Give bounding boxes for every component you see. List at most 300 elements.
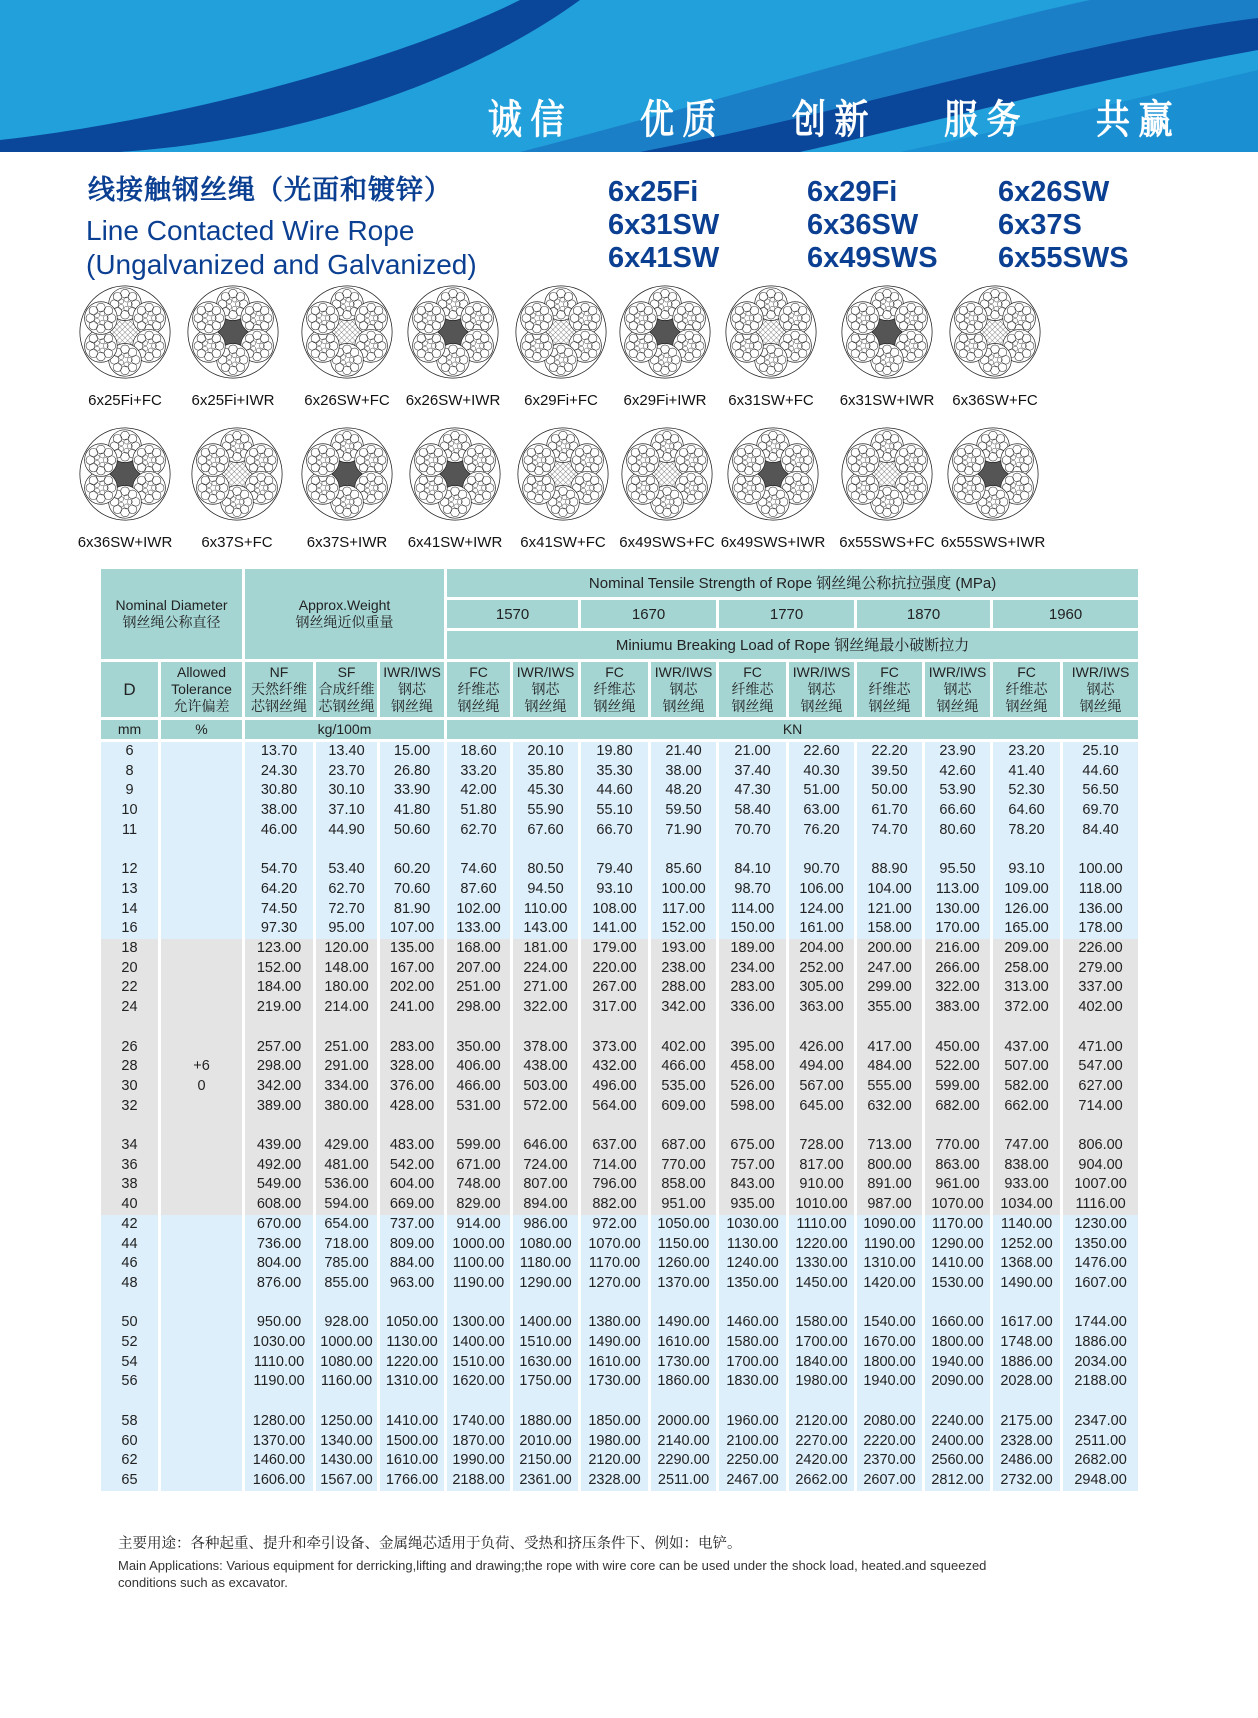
- header-text: FC: [605, 664, 624, 680]
- header-grade: 1770: [718, 599, 856, 630]
- table-cell: 79.40: [596, 861, 633, 878]
- rope-type: 6x25Fi: [608, 176, 699, 208]
- table-cell: 202.00: [389, 979, 435, 996]
- table-cell: 2370.00: [863, 1452, 916, 1469]
- table-cell: 1567.00: [320, 1471, 373, 1488]
- header-text: 钢芯: [943, 681, 972, 697]
- table-cell: 66.70: [596, 821, 633, 838]
- table-cell: 2120.00: [795, 1412, 848, 1429]
- table-cell: 74.60: [460, 861, 497, 878]
- value-column: [512, 741, 580, 940]
- rope-diagram-label: 6x55SWS+IWR: [940, 534, 1046, 551]
- value-column: [379, 939, 446, 1215]
- table-cell: 1990.00: [452, 1452, 505, 1469]
- diameter-value: 38: [121, 1176, 138, 1193]
- table-cell: 26.80: [393, 762, 431, 779]
- table-cell: 549.00: [256, 1176, 302, 1193]
- table-cell: 70.70: [734, 821, 771, 838]
- table-cell: 152.00: [661, 920, 706, 937]
- header-text: 钢丝绳: [800, 698, 843, 714]
- table-cell: 179.00: [592, 940, 637, 957]
- header-text: FC: [880, 664, 899, 680]
- table-cell: 2100.00: [726, 1432, 779, 1449]
- table-cell: 363.00: [799, 999, 844, 1016]
- table-cell: 13.40: [328, 743, 365, 759]
- table-cell: 224.00: [523, 959, 568, 976]
- header-grade: 1870: [856, 599, 992, 630]
- table-cell: 251.00: [456, 979, 501, 996]
- table-cell: 133.00: [456, 920, 501, 937]
- rope-diagram: [70, 424, 180, 551]
- table-cell: 2420.00: [795, 1452, 848, 1469]
- table-cell: 654.00: [324, 1215, 369, 1232]
- table-cell: 858.00: [661, 1176, 706, 1193]
- table-cell: 1190.00: [863, 1235, 916, 1252]
- diameter-value: 16: [121, 920, 138, 937]
- rope-type: 6x26SW: [998, 176, 1110, 208]
- table-cell: 1430.00: [320, 1452, 373, 1469]
- applications-note: [118, 1532, 998, 1591]
- table-cell: 170.00: [935, 920, 980, 937]
- table-cell: 1007.00: [1074, 1176, 1127, 1193]
- slogan-word: 优质: [640, 97, 725, 143]
- value-column: [650, 1215, 718, 1491]
- table-cell: 547.00: [1078, 1058, 1123, 1075]
- table-cell: 372.00: [1004, 999, 1049, 1016]
- table-cell: 342.00: [661, 999, 706, 1016]
- table-cell: 1090.00: [863, 1215, 916, 1232]
- table-cell: 466.00: [661, 1058, 706, 1075]
- table-cell: 432.00: [592, 1058, 637, 1075]
- diameter-column: [100, 1215, 160, 1491]
- table-cell: 2270.00: [795, 1432, 848, 1449]
- table-cell: 1750.00: [519, 1373, 572, 1390]
- table-cell: 241.00: [389, 999, 435, 1016]
- table-cell: 1607.00: [1074, 1274, 1127, 1291]
- table-cell: 148.00: [324, 959, 369, 976]
- table-cell: 1000.00: [320, 1334, 373, 1351]
- table-cell: 184.00: [256, 979, 302, 996]
- diameter-value: 48: [121, 1274, 138, 1291]
- table-cell: 1034.00: [1000, 1196, 1053, 1213]
- table-cell: 1530.00: [931, 1274, 984, 1291]
- table-cell: 70.60: [393, 880, 431, 897]
- table-cell: 117.00: [661, 900, 706, 917]
- table-cell: 216.00: [935, 940, 980, 957]
- table-cell: 48.20: [665, 782, 702, 799]
- diameter-column: [100, 939, 160, 1215]
- table-cell: 809.00: [389, 1235, 435, 1252]
- table-cell: 94.50: [527, 880, 564, 897]
- header-sf: [315, 661, 379, 719]
- table-cell: 337.00: [1078, 979, 1123, 996]
- table-cell: 599.00: [935, 1077, 980, 1094]
- table-cell: 71.90: [665, 821, 702, 838]
- table-cell: 52.30: [1008, 782, 1045, 799]
- table-cell: 85.60: [665, 861, 702, 878]
- table-cell: 62.70: [328, 880, 365, 897]
- value-column: [315, 939, 379, 1215]
- rope-diagram: [70, 282, 180, 409]
- table-cell: 891.00: [867, 1176, 912, 1193]
- table-cell: 426.00: [799, 1038, 844, 1055]
- table-cell: 1030.00: [726, 1215, 779, 1232]
- diameter-value: 28: [121, 1058, 138, 1075]
- table-cell: 59.50: [665, 802, 702, 819]
- table-cell: 178.00: [1078, 920, 1123, 937]
- table-cell: 1170.00: [588, 1255, 641, 1272]
- table-cell: 986.00: [523, 1215, 568, 1232]
- tolerance-cell: [160, 741, 244, 940]
- table-section: [100, 1215, 1140, 1491]
- table-cell: 1310.00: [385, 1373, 439, 1390]
- header-text: NF: [269, 664, 289, 680]
- table-cell: 1310.00: [863, 1255, 916, 1272]
- table-cell: 951.00: [661, 1196, 706, 1213]
- table-cell: 935.00: [730, 1196, 775, 1213]
- table-cell: 1180.00: [519, 1255, 572, 1272]
- table-cell: 1700.00: [726, 1353, 779, 1370]
- table-cell: 21.40: [665, 743, 702, 759]
- table-cell: 1476.00: [1074, 1255, 1127, 1272]
- table-cell: 2240.00: [931, 1412, 984, 1429]
- table-cell: 687.00: [661, 1137, 706, 1154]
- table-cell: 24.30: [260, 762, 298, 779]
- header-text: FC: [743, 664, 762, 680]
- table-cell: 84.40: [1082, 821, 1119, 838]
- table-cell: 1110.00: [253, 1353, 305, 1370]
- header-iwr: [1062, 661, 1140, 719]
- rope-diagram: [716, 282, 826, 409]
- table-cell: 373.00: [592, 1038, 637, 1055]
- table-cell: 251.00: [324, 1038, 369, 1055]
- table-cell: 972.00: [592, 1215, 637, 1232]
- rope-type: 6x55SWS: [998, 242, 1129, 274]
- table-cell: 402.00: [661, 1038, 706, 1055]
- table-cell: 671.00: [456, 1156, 501, 1173]
- table-cell: 804.00: [256, 1255, 302, 1272]
- table-cell: 450.00: [935, 1038, 980, 1055]
- table-cell: 770.00: [661, 1156, 706, 1173]
- table-cell: 64.60: [1008, 802, 1045, 819]
- table-cell: 298.00: [456, 999, 501, 1016]
- rope-diagram-label: 6x29Fi+FC: [524, 392, 598, 409]
- table-cell: 61.70: [871, 802, 908, 819]
- table-cell: 44.60: [596, 782, 633, 799]
- table-cell: 39.50: [871, 762, 908, 779]
- value-column: [580, 939, 650, 1215]
- table-cell: 380.00: [324, 1097, 369, 1114]
- table-cell: 2662.00: [795, 1471, 848, 1488]
- table-cell: 1610.00: [657, 1334, 710, 1351]
- table-cell: 108.00: [592, 900, 637, 917]
- table-cell: 843.00: [730, 1176, 775, 1193]
- table-cell: 1190.00: [253, 1373, 305, 1390]
- table-cell: 928.00: [324, 1314, 369, 1331]
- table-cell: 855.00: [324, 1274, 369, 1291]
- table-cell: 428.00: [389, 1097, 435, 1114]
- rope-cross-section-icon: [839, 424, 935, 524]
- table-cell: 80.50: [527, 861, 564, 878]
- table-cell: 100.00: [1078, 861, 1123, 878]
- rope-cross-section-icon: [515, 424, 611, 524]
- diameter-value: 6: [125, 743, 134, 759]
- table-cell: 724.00: [523, 1156, 568, 1173]
- table-cell: 1220.00: [385, 1353, 439, 1370]
- table-cell: 395.00: [730, 1038, 775, 1055]
- table-cell: 1660.00: [931, 1314, 984, 1331]
- table-cell: 1830.00: [726, 1373, 779, 1390]
- table-cell: 19.80: [596, 743, 633, 759]
- table-cell: 914.00: [456, 1215, 501, 1232]
- table-cell: 267.00: [592, 979, 637, 996]
- rope-diagram: [612, 424, 722, 551]
- table-cell: 23.90: [939, 743, 976, 759]
- table-cell: 1500.00: [385, 1432, 439, 1449]
- table-cell: 669.00: [389, 1196, 435, 1213]
- rope-diagram-label: 6x31SW+IWR: [839, 392, 935, 409]
- table-cell: 123.00: [256, 940, 302, 957]
- table-cell: 1940.00: [931, 1353, 984, 1370]
- title-english: [86, 214, 477, 282]
- header-text: Allowed: [176, 664, 227, 680]
- header-tensile-strength: Nominal Tensile Strength of Rope 钢丝绳公称抗拉强度 (MPa): [446, 568, 1140, 599]
- table-cell: 124.00: [799, 900, 844, 917]
- table-cell: 383.00: [935, 999, 980, 1016]
- table-cell: 90.70: [803, 861, 840, 878]
- header-text: 纤维芯: [457, 681, 500, 697]
- table-cell: 800.00: [867, 1156, 912, 1173]
- rope-diagram: [938, 424, 1048, 551]
- rope-diagram: [292, 424, 402, 551]
- table-cell: 1940.00: [863, 1373, 916, 1390]
- table-cell: 56.50: [1082, 782, 1119, 799]
- diameter-column: [100, 741, 160, 940]
- rope-diagram-label: 6x37S+FC: [201, 534, 273, 551]
- table-cell: 1380.00: [588, 1314, 641, 1331]
- table-cell: 214.00: [324, 999, 369, 1016]
- table-cell: 599.00: [456, 1137, 501, 1154]
- header-grade: 1670: [580, 599, 718, 630]
- header-text: 钢丝绳: [1079, 698, 1122, 714]
- table-cell: 645.00: [799, 1097, 844, 1114]
- table-cell: 41.80: [393, 802, 431, 819]
- rope-type: 6x31SW: [608, 209, 720, 241]
- diameter-value: 36: [121, 1156, 138, 1173]
- table-cell: 2175.00: [1000, 1412, 1053, 1429]
- diameter-value: 32: [121, 1097, 138, 1114]
- table-cell: 1670.00: [863, 1334, 916, 1351]
- table-cell: 158.00: [867, 920, 912, 937]
- table-cell: 987.00: [867, 1196, 912, 1213]
- value-column: [512, 1215, 580, 1491]
- table-cell: 44.90: [328, 821, 365, 838]
- table-cell: 81.90: [393, 900, 431, 917]
- diameter-value: 56: [121, 1373, 138, 1390]
- table-cell: 42.60: [939, 762, 976, 779]
- table-cell: 72.70: [328, 900, 365, 917]
- table-cell: 69.70: [1082, 802, 1119, 819]
- table-cell: 97.30: [260, 920, 298, 937]
- header-text: Nominal Diameter: [115, 597, 228, 613]
- table-cell: 152.00: [256, 959, 302, 976]
- table-cell: 107.00: [389, 920, 435, 937]
- rope-diagram-label: 6x29Fi+IWR: [623, 392, 707, 409]
- table-cell: 466.00: [456, 1077, 501, 1094]
- table-cell: 1490.00: [657, 1314, 710, 1331]
- table-cell: 437.00: [1004, 1038, 1049, 1055]
- table-cell: 1400.00: [452, 1334, 505, 1351]
- table-cell: 2250.00: [726, 1452, 779, 1469]
- table-cell: 389.00: [256, 1097, 302, 1114]
- table-cell: 2220.00: [863, 1432, 916, 1449]
- unit-kn: KN: [446, 719, 1140, 741]
- table-cell: 1850.00: [588, 1412, 641, 1429]
- diameter-value: 50: [121, 1314, 138, 1331]
- table-cell: 737.00: [389, 1215, 435, 1232]
- table-cell: 714.00: [1078, 1097, 1123, 1114]
- rope-cross-section-icon: [77, 282, 173, 382]
- header-text: 允许偏差: [173, 698, 230, 714]
- rope-diagram: [292, 282, 402, 409]
- table-cell: 219.00: [256, 999, 302, 1016]
- table-cell: 496.00: [592, 1077, 637, 1094]
- header-text: IWR/IWS: [928, 664, 987, 680]
- rope-cross-section-icon: [299, 424, 395, 524]
- unit-weight: kg/100m: [244, 719, 446, 741]
- slogan-word: 创新: [792, 97, 877, 143]
- table-cell: 283.00: [730, 979, 775, 996]
- table-cell: 78.20: [1008, 821, 1045, 838]
- table-cell: 1800.00: [931, 1334, 984, 1351]
- table-cell: 87.60: [460, 880, 497, 897]
- diameter-value: 14: [121, 900, 138, 917]
- header-text: 钢丝绳: [731, 698, 774, 714]
- table-cell: 80.60: [939, 821, 976, 838]
- table-cell: 334.00: [324, 1077, 369, 1094]
- table-cell: 44.60: [1082, 762, 1119, 779]
- table-cell: 168.00: [456, 940, 501, 957]
- table-cell: 1370.00: [657, 1274, 710, 1291]
- table-cell: 247.00: [867, 959, 912, 976]
- table-cell: 47.30: [734, 782, 771, 799]
- table-cell: 1340.00: [320, 1432, 373, 1449]
- table-cell: 113.00: [935, 880, 980, 897]
- header-text: 纤维芯: [593, 681, 636, 697]
- table-cell: 483.00: [389, 1137, 435, 1154]
- header-fc: [856, 661, 924, 719]
- table-cell: 2090.00: [931, 1373, 984, 1390]
- title-english-line: (Ungalvanized and Galvanized): [86, 249, 477, 280]
- table-cell: 492.00: [256, 1156, 302, 1173]
- table-cell: 1980.00: [795, 1373, 848, 1390]
- header-iwr: [512, 661, 580, 719]
- table-cell: 1490.00: [588, 1334, 641, 1351]
- rope-diagram: [398, 282, 508, 409]
- table-cell: 736.00: [256, 1235, 302, 1252]
- table-cell: 64.20: [260, 880, 298, 897]
- table-cell: 604.00: [389, 1176, 435, 1193]
- table-cell: 598.00: [730, 1097, 775, 1114]
- table-cell: 20.10: [527, 743, 564, 759]
- table-cell: 535.00: [661, 1077, 706, 1094]
- table-cell: 15.00: [393, 743, 431, 759]
- value-column: [856, 741, 924, 940]
- table-cell: 1450.00: [795, 1274, 848, 1291]
- slogan: [488, 88, 1196, 145]
- tolerance-cell: [160, 1215, 244, 1491]
- table-cell: 728.00: [799, 1137, 844, 1154]
- header-nf: [244, 661, 315, 719]
- table-cell: 714.00: [592, 1156, 637, 1173]
- header-text: D: [123, 680, 136, 699]
- diameter-value: 44: [121, 1235, 138, 1252]
- table-cell: 609.00: [661, 1097, 706, 1114]
- value-column: [446, 939, 512, 1215]
- table-cell: 2467.00: [726, 1471, 779, 1488]
- header-tolerance: [160, 661, 244, 719]
- rope-cross-section-icon: [513, 282, 609, 382]
- table-cell: 66.60: [939, 802, 976, 819]
- table-cell: 1300.00: [452, 1314, 505, 1331]
- table-cell: 863.00: [935, 1156, 980, 1173]
- value-column: [992, 1215, 1062, 1491]
- table-cell: 2347.00: [1074, 1412, 1127, 1429]
- table-cell: 829.00: [456, 1196, 501, 1213]
- spec-table: [98, 566, 1141, 1491]
- value-column: [446, 741, 512, 940]
- slogan-word: 诚信: [488, 97, 573, 143]
- header-text: IWR/IWS: [383, 664, 441, 680]
- header-text: 钢芯: [531, 681, 560, 697]
- table-cell: 336.00: [730, 999, 775, 1016]
- diameter-value: 62: [121, 1452, 138, 1469]
- value-column: [446, 1215, 512, 1491]
- header-fc: [992, 661, 1062, 719]
- table-cell: 1886.00: [1000, 1353, 1053, 1370]
- diameter-value: 60: [121, 1432, 138, 1449]
- table-cell: 718.00: [324, 1235, 369, 1252]
- table-cell: 817.00: [799, 1156, 844, 1173]
- table-cell: 305.00: [799, 979, 844, 996]
- table-cell: 102.00: [456, 900, 501, 917]
- table-cell: 1410.00: [385, 1412, 439, 1429]
- table-cell: 1170.00: [931, 1215, 984, 1232]
- table-cell: 45.30: [527, 782, 564, 799]
- table-cell: 536.00: [324, 1176, 369, 1193]
- table-cell: 1800.00: [863, 1353, 916, 1370]
- table-cell: 1886.00: [1074, 1334, 1127, 1351]
- table-cell: 961.00: [935, 1176, 980, 1193]
- table-cell: 1150.00: [657, 1235, 710, 1252]
- diameter-value: 9: [125, 782, 134, 799]
- table-cell: 682.00: [935, 1097, 980, 1114]
- applications-cn: 主要用途：各种起重、提升和牵引设备、金属绳芯适用于负荷、受热和挤压条件下、例如：电铲。: [118, 1536, 742, 1552]
- table-cell: 126.00: [1004, 900, 1049, 917]
- table-cell: 98.70: [734, 880, 771, 897]
- table-cell: 13.70: [260, 743, 298, 759]
- header-breaking-load: Miniumu Breaking Load of Rope 钢丝绳最小破断拉力: [446, 630, 1140, 661]
- header-text: IWR/IWS: [792, 664, 851, 680]
- rope-diagram: [832, 424, 942, 551]
- header-text: 合成纤维: [318, 681, 375, 697]
- table-cell: 33.20: [460, 762, 497, 779]
- table-cell: 322.00: [935, 979, 980, 996]
- table-cell: 608.00: [256, 1196, 302, 1213]
- diameter-value: 11: [121, 821, 138, 838]
- table-cell: 507.00: [1004, 1058, 1049, 1075]
- table-cell: 522.00: [935, 1058, 980, 1075]
